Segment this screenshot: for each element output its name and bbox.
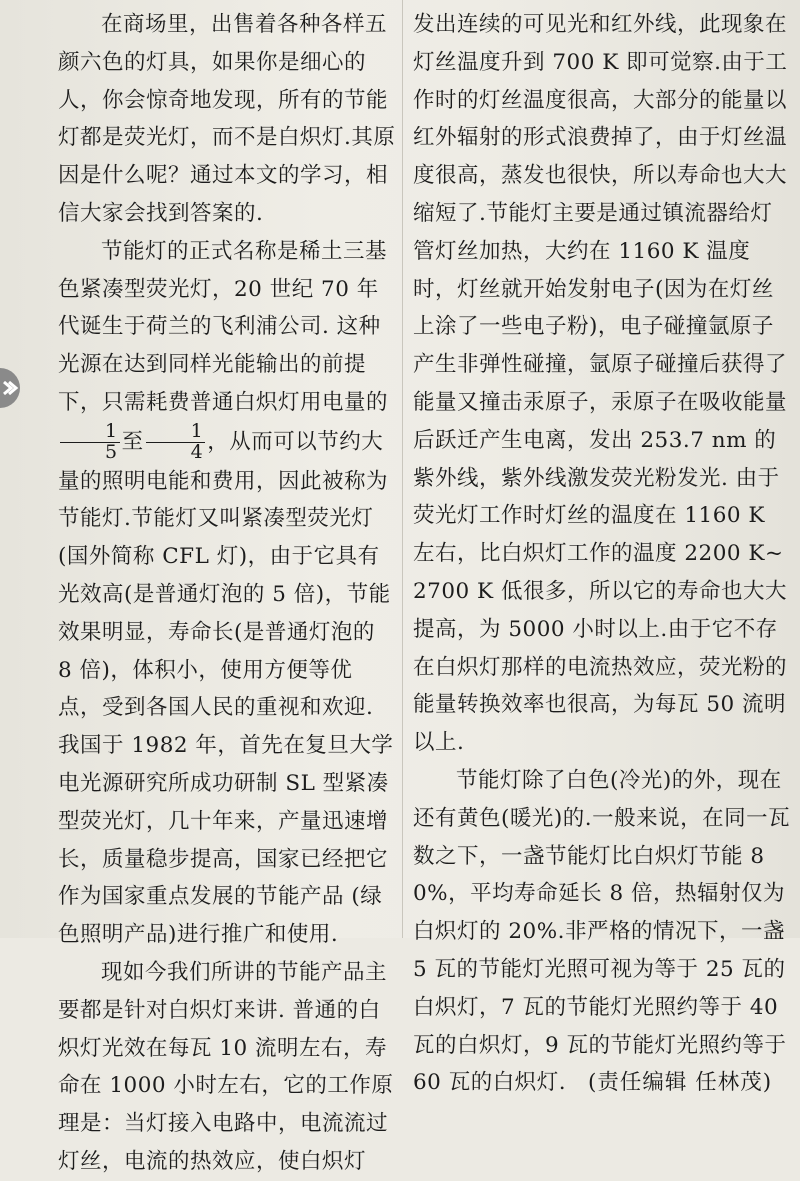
cfl-history-text-a: 节能灯的正式名称是稀土三基色紧凑型荧光灯，20 世纪 70 年代诞生于荷兰的飞利浦公司. 这种光源在达到同样光能输出的前提下，只需耗费普通白炽灯用电量的 bbox=[58, 238, 389, 415]
fraction-one-fourth: $\frac{1}{4}$ bbox=[146, 422, 206, 463]
working-principle-paragraph: 发出连续的可见光和红外线，此现象在灯丝温度升到 700 K 即可觉察.由于工作时的灯丝温度很高，大部分的能量以红外辐射的形式浪费掉了，由于灯丝温度很高，蒸发也很快，所以寿命也大大缩短了.节能灯主要是通过镇流器给灯管灯丝加热，大约在 1160 K 温度时，灯丝就开始发射电子(因为在灯丝上涂了一些电子粉)，电子碰撞氩原子产生非弹性碰撞，氩原子碰撞后获得了能量又撞击汞原子，汞原子在吸收能量后跃迁产生电离，发出 253.7 nm 的紫外线，紫外线激发荧光粉发光. 由于荧光灯工作时灯丝的温度在 1160 K 左右，比白炽灯工作的温度 2200 K~2700 K 低很多，所以它的寿命也大大提高，为 5000 小时以上.由于它不存在白炽灯那样的电流热效应，荧光粉的能量转换效率也很高，为每瓦 50 流明以上. bbox=[413, 12, 788, 756]
cfl-history-text-b: ，从而可以节约大量的照明电能和费用，因此被称为节能灯.节能灯又叫紧凑型荧光灯(国外简称 CFL 灯)，由于它具有光效高(是普通灯泡的 5 倍)，节能效果明显，寿命长(是普通灯泡的 8 倍)，体积小，使用方便等优点，受到各国人民的重视和欢迎. 我国于 1982 年，首先在复旦大学电光源研究所成功研制 SL 型紧凑型荧光灯，几十年来，产量迅速增长，质量稳步提高，国家已经把它作为国家重点发展的节能产品 (绿色照明产品)进行推广和使用. bbox=[58, 429, 394, 948]
fraction-one-fifth: $\frac{1}{5}$ bbox=[60, 422, 120, 463]
fraction-connector: 至 bbox=[121, 429, 144, 455]
page-nav-tab[interactable] bbox=[0, 368, 20, 408]
left-column bbox=[58, 6, 396, 1181]
editor-credit: (责任编辑 任林茂) bbox=[588, 1070, 773, 1096]
intro-paragraph: 在商场里，出售着各种各样五颜六色的灯具，如果你是细心的人，你会惊奇地发现，所有的节能灯都是荧光灯，而不是白炽灯.其原因是什么呢？通过本文的学习，相信大家会找到答案的. bbox=[58, 12, 396, 226]
right-arrow-icon bbox=[1, 378, 19, 398]
incandescent-paragraph: 现如今我们所讲的节能产品主要都是针对白炽灯来讲. 普通的白炽灯光效在每瓦 10 流明左右，寿命在 1000 小时左右，它的工作原理是：当灯接入电路中，电流流过灯丝，电流的热效应，使白炽灯 bbox=[58, 960, 394, 1174]
comparison-text: 节能灯除了白色(冷光)的外，现在还有黄色(暖光)的.一般来说，在同一瓦数之下，一盏节能灯比白炽灯节能 80%，平均寿命延长 8 倍，热辐射仅为白炽灯的 20%.非严格的情况下，一盏 5 瓦的节能灯光照可视为等于 25 瓦的白炽灯，7 瓦的节能灯光照约等于 40 瓦的白炽灯，9 瓦的节能灯光照约等于 60 瓦的白炽灯. bbox=[413, 767, 791, 1096]
column-divider bbox=[402, 0, 403, 938]
comparison-paragraph bbox=[413, 762, 791, 1102]
cfl-history-paragraph bbox=[58, 233, 396, 954]
